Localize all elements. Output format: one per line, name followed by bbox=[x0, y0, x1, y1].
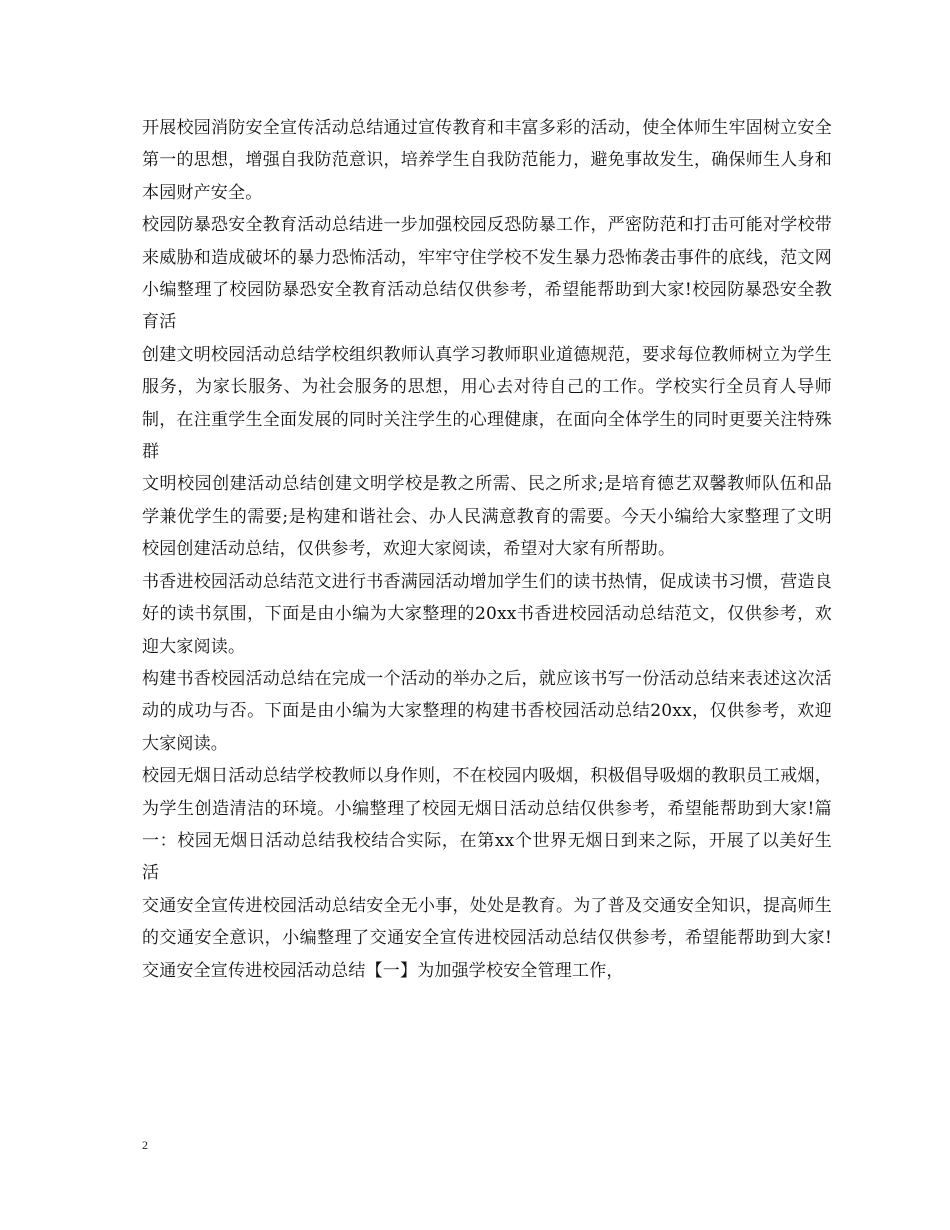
paragraph-fire-safety: 开展校园消防安全宣传活动总结通过宣传教育和丰富多彩的活动，使全体师生牢固树立安全第一的思想，增强自我防范意识，培养学生自我防范能力，避免事故发生，确保师生人身和本园财产安全。 bbox=[142, 118, 832, 203]
paragraph-civilized-campus-creation: 文明校园创建活动总结创建文明学校是教之所需、民之所求;是培育德艺双馨教师队伍和品学兼优学生的需要;是构建和谐社会、办人民满意教育的需要。今天小编给大家整理了文明校园创建活动总结，仅供参考，欢迎大家阅读，希望对大家有所帮助。 bbox=[142, 474, 832, 560]
paragraph-anti-terror: 校园防暴恐安全教育活动总结进一步加强校园反恐防暴工作，严密防范和打击可能对学校带来威胁和造成破坏的暴力恐怖活动，牢牢守住学校不发生暴力恐怖袭击事件的底线，范文网小编整理了校园防暴恐安全教育活动总结仅供参考，希望能帮助到大家!校园防暴恐安全教育活 bbox=[142, 215, 832, 333]
paragraph-traffic-safety: 交通安全宣传进校园活动总结安全无小事，处处是教育。为了普及交通安全知识，提高师生的交通安全意识，小编整理了交通安全宣传进校园活动总结仅供参考，希望能帮助到大家!交通安全宣传进校园活动总结【一】为加强学校安全管理工作， bbox=[142, 895, 832, 981]
paragraph-scholarly-campus: 构建书香校园活动总结在完成一个活动的举办之后，就应该书写一份活动总结来表述这次活动的成功与否。下面是由小编为大家整理的构建书香校园活动总结20xx，仅供参考，欢迎大家阅读。 bbox=[142, 668, 832, 754]
paragraph-civilized-campus: 创建文明校园活动总结学校组织教师认真学习教师职业道德规范，要求每位教师树立为学生服务，为家长服务、为社会服务的思想，用心去对待自己的工作。学校实行全员育人导师制，在注重学生全面发展的同时关注学生的心理健康，在面向全体学生的同时更要关注特殊群 bbox=[142, 344, 832, 463]
page-number: 2 bbox=[142, 1138, 148, 1152]
document-body bbox=[142, 112, 832, 987]
paragraph-reading-campus: 书香进校园活动总结范文进行书香满园活动增加学生们的读书热情，促成读书习惯，营造良好的读书氛围，下面是由小编为大家整理的20xx书香进校园活动总结范文，仅供参考，欢迎大家阅读。 bbox=[142, 571, 832, 657]
paragraph-no-smoking-day: 校园无烟日活动总结学校教师以身作则，不在校园内吸烟，积极倡导吸烟的教职员工戒烟，为学生创造清洁的环境。小编整理了校园无烟日活动总结仅供参考，希望能帮助到大家!篇一：校园无烟日活动总结我校结合实际，在第xx个世界无烟日到来之际，开展了以美好生活 bbox=[142, 766, 832, 884]
